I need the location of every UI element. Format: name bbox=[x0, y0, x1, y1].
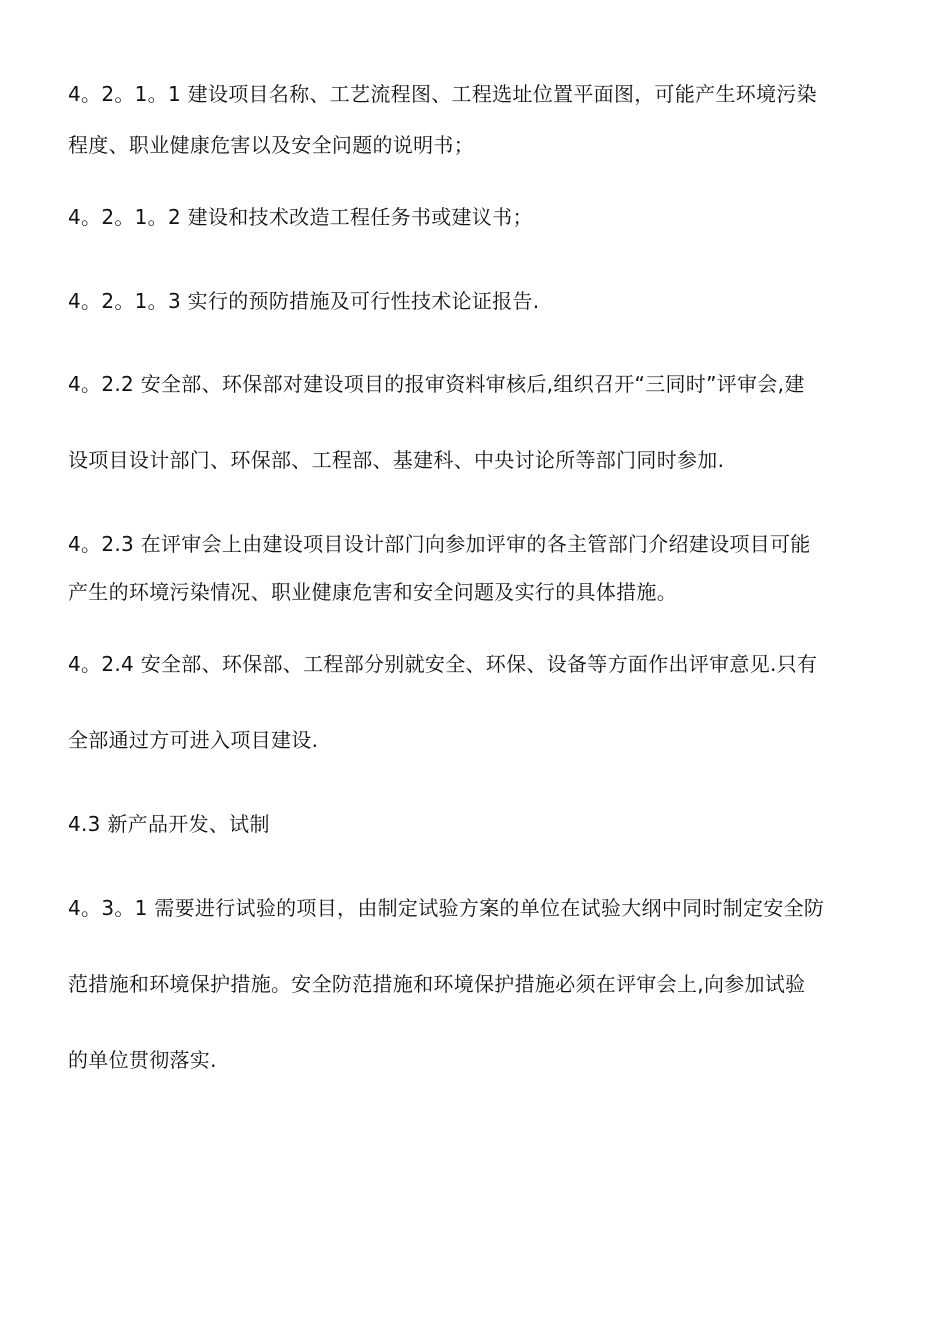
paragraph-4-2-2-line-2: 设项目设计部门、环保部、工程部、基建科、中央讨论所等部门同时参加. bbox=[68, 448, 725, 472]
paragraph-4-3-1-line-2: 范措施和环境保护措施。安全防范措施和环境保护措施必须在评审会上,向参加试验 bbox=[68, 972, 806, 996]
paragraph-4-2-1-3-line-1: 4。2。1。3 实行的预防措施及可行性技术论证报告. bbox=[68, 289, 540, 313]
paragraph-4-3-1-line-1: 4。3。1 需要进行试验的项目，由制定试验方案的单位在试验大纲中同时制定安全防 bbox=[68, 896, 825, 920]
paragraph-4-2-1-1-line-2: 程度、职业健康危害以及安全问题的说明书； bbox=[68, 133, 474, 157]
paragraph-4-2-4-line-2: 全部通过方可进入项目建设. bbox=[68, 728, 319, 752]
paragraph-4-2-3-line-2: 产生的环境污染情况、职业健康危害和安全问题及实行的具体措施。 bbox=[68, 580, 677, 604]
paragraph-4-3-1-line-3: 的单位贯彻落实. bbox=[68, 1048, 217, 1072]
section-4-3-heading: 4.3 新产品开发、试制 bbox=[68, 812, 270, 836]
paragraph-4-2-1-1-line-1: 4。2。1。1 建设项目名称、工艺流程图、工程选址位置平面图，可能产生环境污染 bbox=[68, 82, 817, 106]
paragraph-4-2-3-line-1: 4。2.3 在评审会上由建设项目设计部门向参加评审的各主管部门介绍建设项目可能 bbox=[68, 532, 811, 556]
paragraph-4-2-1-2-line-1: 4。2。1。2 建设和技术改造工程任务书或建议书； bbox=[68, 205, 533, 229]
paragraph-4-2-2-line-1: 4。2.2 安全部、环保部对建设项目的报审资料审核后,组织召开“三同时”评审会,建 bbox=[68, 372, 805, 396]
paragraph-4-2-4-line-1: 4。2.4 安全部、环保部、工程部分别就安全、环保、设备等方面作出评审意见.只有 bbox=[68, 652, 818, 676]
